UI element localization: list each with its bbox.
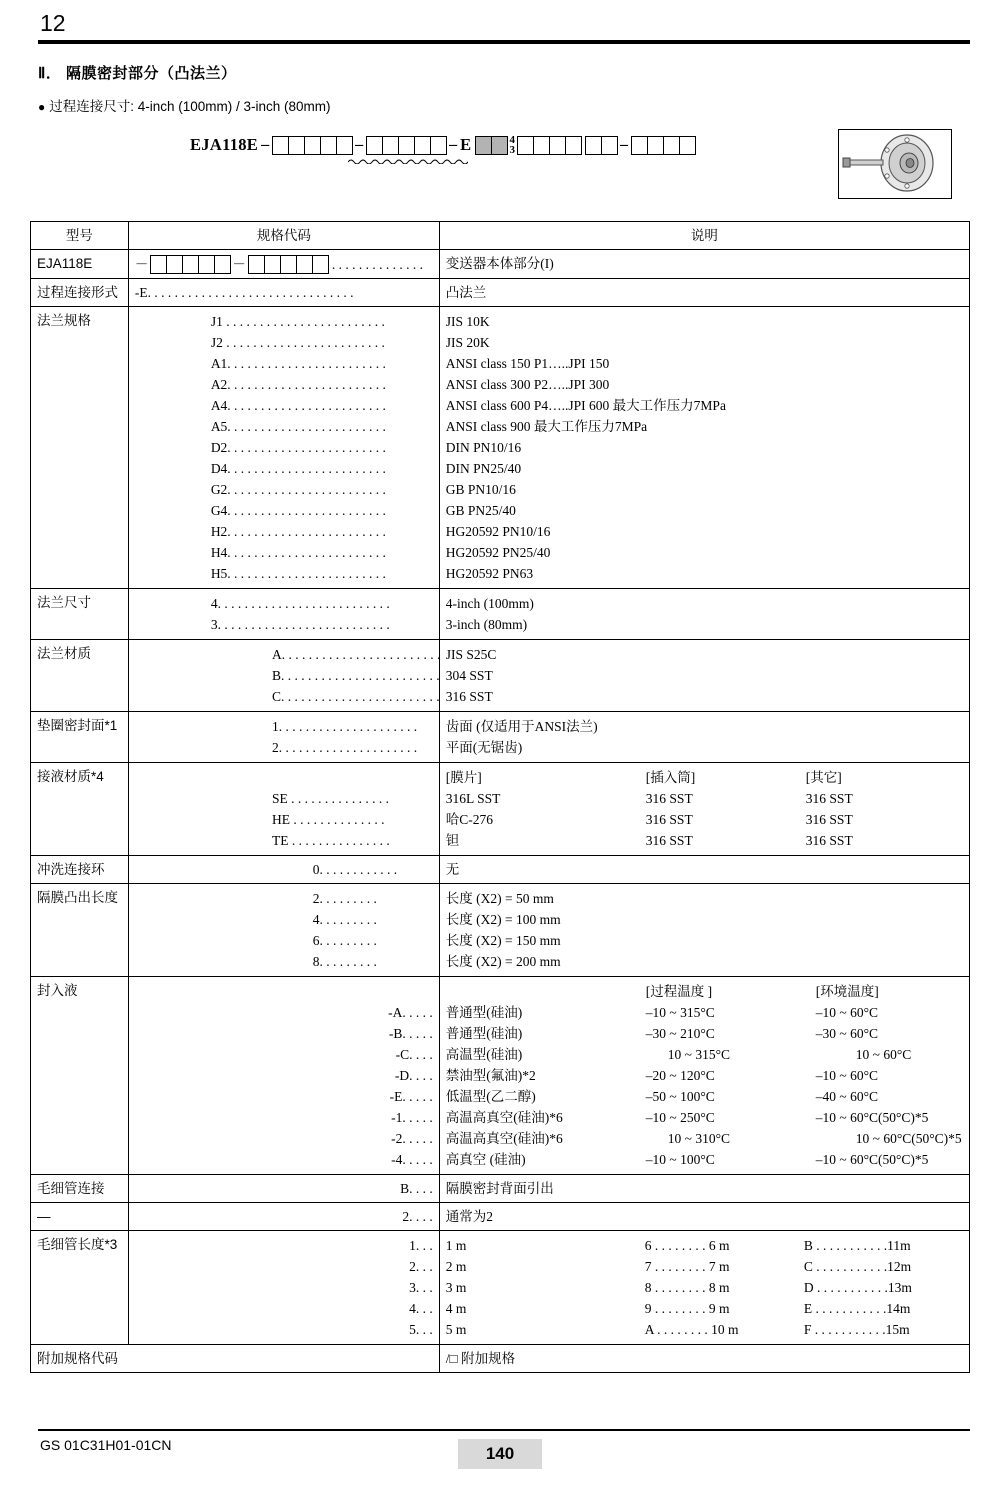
row-label-capillary-length: 毛细管长度*3 xyxy=(31,1231,129,1345)
desc-item: JIS 10K xyxy=(445,314,490,330)
spacer-cell xyxy=(128,589,204,640)
capillary-row xyxy=(446,1298,963,1319)
capillary-row xyxy=(446,1235,963,1256)
fill-fluid-row xyxy=(446,1128,963,1149)
fill-fluid-row xyxy=(446,1044,963,1065)
fill-fluid-process-temp: –10 ~ 250°C xyxy=(645,1110,715,1126)
row-desc-flushing-ring: 无 xyxy=(439,856,969,884)
code-box xyxy=(601,136,618,155)
desc-item: ANSI class 150 P1…..JPI 150 xyxy=(445,356,610,372)
row-label-optional-code: 附加规格代码 xyxy=(31,1345,440,1373)
header-code: 规格代码 xyxy=(128,222,439,250)
fill-fluid-row xyxy=(446,1002,963,1023)
code-item: 4. . . . . . . . . xyxy=(312,912,377,928)
code-box xyxy=(585,136,602,155)
wetted-te-other: 316 SST xyxy=(805,833,853,849)
wetted-se-insert: 316 SST xyxy=(645,791,693,807)
section-title: Ⅱ． 隔膜密封部分（凸法兰） xyxy=(38,65,237,82)
row-code-gasket-face xyxy=(266,712,439,763)
wetted-head-insert: [插入筒] xyxy=(645,770,696,786)
code-box xyxy=(280,255,297,274)
code-box xyxy=(248,255,265,274)
row-label-flange-material: 法兰材质 xyxy=(31,640,129,712)
model-code-name: EJA118E xyxy=(190,135,259,154)
code-item: A1. . . . . . . . . . . . . . . . . . . . . . . . xyxy=(210,356,386,372)
code-group-5 xyxy=(585,136,617,155)
code-item: -B. . . . . xyxy=(388,1026,433,1042)
code-item: A5. . . . . . . . . . . . . . . . . . . . . . . . xyxy=(210,419,386,435)
spacer-cell xyxy=(266,1203,307,1231)
fill-fluid-row xyxy=(446,1107,963,1128)
desc-item: 长度 (X2) = 50 mm xyxy=(445,891,554,907)
wetted-te-insert: 316 SST xyxy=(645,833,693,849)
spacer-cell xyxy=(128,1203,204,1231)
desc-item: ANSI class 300 P2…..JPI 300 xyxy=(445,377,610,393)
code-box xyxy=(304,136,321,155)
code-item: H5. . . . . . . . . . . . . . . . . . . . . . . . xyxy=(210,566,386,582)
footer-rule xyxy=(38,1429,970,1431)
spacer-cell xyxy=(205,640,266,712)
desc-item: 长度 (X2) = 150 mm xyxy=(445,933,561,949)
fill-fluid-process-temp: 10 ~ 315°C xyxy=(667,1047,731,1063)
code-item: 6. . . . . . . . . xyxy=(312,933,377,949)
desc-item: JIS S25C xyxy=(445,647,497,663)
wetted-se-other: 316 SST xyxy=(805,791,853,807)
code-item: A4. . . . . . . . . . . . . . . . . . . . . . . . xyxy=(210,398,386,414)
code-group-1 xyxy=(272,136,352,155)
code-item: -4. . . . . xyxy=(391,1152,433,1168)
capillary-len-col1: 5 m xyxy=(445,1322,467,1338)
code-box xyxy=(166,255,183,274)
code-box xyxy=(288,136,305,155)
fill-fluid-row xyxy=(446,1065,963,1086)
desc-item: 304 SST xyxy=(445,668,493,684)
capillary-len-col2: 6 . . . . . . . . 6 m xyxy=(644,1238,730,1254)
fill-fluid-head-ambient-temp: [环境温度] xyxy=(815,984,879,1000)
fill-fluid-process-temp: –20 ~ 120°C xyxy=(645,1068,715,1084)
fill-fluid-type: 普通型(硅油) xyxy=(445,1026,523,1042)
code-item: 4. . . . . . . . . . . . . . . . . . . . . . . . . . xyxy=(210,596,390,612)
spacer-cell xyxy=(128,712,204,763)
row-desc-extension-length xyxy=(439,884,969,977)
row-code-flange-material xyxy=(266,640,439,712)
row-code-wetted-material xyxy=(266,763,439,856)
row-label-model: EJA118E xyxy=(31,250,129,279)
spacer-cell xyxy=(128,856,204,884)
code-item: 8. . . . . . . . . xyxy=(312,954,377,970)
capillary-len-col3: D . . . . . . . . . . .13m xyxy=(803,1280,912,1296)
row-label-dash: — xyxy=(31,1203,129,1231)
row-label-process-connection: 过程连接形式 xyxy=(31,279,129,307)
dash-1: – xyxy=(261,136,270,153)
code-item: 2. . . xyxy=(409,1259,433,1275)
code-item: 5. . . xyxy=(409,1322,433,1338)
wetted-head-other: [其它] xyxy=(805,770,842,786)
fill-fluid-type: 高真空 (硅油) xyxy=(445,1152,526,1168)
table-row-capillary-connection xyxy=(31,1175,970,1203)
row-code-capillary-connection: B. . . . xyxy=(307,1175,440,1203)
capillary-len-col2: A . . . . . . . . 10 m xyxy=(644,1322,739,1338)
table-row-flushing-ring xyxy=(31,856,970,884)
row-desc-gasket-face xyxy=(439,712,969,763)
fill-fluid-process-temp: 10 ~ 310°C xyxy=(667,1131,731,1147)
desc-item: ANSI class 600 P4…..JPI 600 最大工作压力7MPa xyxy=(445,398,726,414)
table-row-wetted-material xyxy=(31,763,970,856)
fill-fluid-header-row xyxy=(446,981,963,1002)
row-code-extension-length xyxy=(307,884,440,977)
code-box xyxy=(150,255,167,274)
row-code-flange-size xyxy=(205,589,439,640)
fill-fluid-blank xyxy=(446,981,646,1002)
header-desc: 说明 xyxy=(439,222,969,250)
code-item: J1 . . . . . . . . . . . . . . . . . . . . . . . . xyxy=(210,314,385,330)
code-box xyxy=(631,136,648,155)
fill-fluid-ambient-temp: –10 ~ 60°C(50°C)*5 xyxy=(815,1152,929,1168)
row-desc-process-connection: 凸法兰 xyxy=(439,279,969,307)
spacer-cell xyxy=(128,1175,204,1203)
code-item: 3. . . xyxy=(409,1280,433,1296)
code-group-6 xyxy=(631,136,695,155)
dash-4: – xyxy=(619,136,628,153)
spacer-cell xyxy=(128,977,204,1175)
spacer-cell xyxy=(205,1175,266,1203)
fill-fluid-type: 禁油型(氟油)*2 xyxy=(445,1068,536,1084)
spacer-cell xyxy=(205,1203,266,1231)
desc-item: 3-inch (80mm) xyxy=(445,617,528,633)
code-box xyxy=(382,136,399,155)
fill-fluid-ambient-temp: 10 ~ 60°C(50°C)*5 xyxy=(855,1131,962,1147)
wetted-te-diaphragm: 钽 xyxy=(445,833,460,849)
capillary-row xyxy=(446,1277,963,1298)
table-row-flange-material xyxy=(31,640,970,712)
capillary-len-col1: 3 m xyxy=(445,1280,467,1296)
capillary-len-col2: 9 . . . . . . . . 9 m xyxy=(644,1301,730,1317)
code-item: -1. . . . . xyxy=(391,1110,433,1126)
code-item: -A. . . . . xyxy=(388,1005,433,1021)
code-item: -E. . . . . xyxy=(389,1089,433,1105)
desc-item: DIN PN10/16 xyxy=(445,440,522,456)
process-connection-size-line xyxy=(38,95,970,115)
table-header-row xyxy=(31,222,970,250)
flange-size-stack xyxy=(507,135,517,155)
footer-page-number: 140 xyxy=(458,1439,542,1469)
row-desc-flange-material xyxy=(439,640,969,712)
table-row-flange-size xyxy=(31,589,970,640)
desc-item: HG20592 PN63 xyxy=(445,566,534,582)
model-code-inline: － － . . . . . . . . . . . . . . xyxy=(134,257,423,273)
code-item: -2. . . . . xyxy=(391,1131,433,1147)
fill-fluid-ambient-temp: –10 ~ 60°C(50°C)*5 xyxy=(815,1110,929,1126)
capillary-len-col2: 8 . . . . . . . . 8 m xyxy=(644,1280,730,1296)
code-item: TE . . . . . . . . . . . . . . . xyxy=(271,833,390,849)
code-item: A. . . . . . . . . . . . . . . . . . . . . . . . xyxy=(271,647,441,663)
spacer-cell xyxy=(128,884,204,977)
row-label-flange-size: 法兰尺寸 xyxy=(31,589,129,640)
fill-fluid-ambient-temp: –30 ~ 60°C xyxy=(815,1026,879,1042)
code-box xyxy=(414,136,431,155)
row-label-flushing-ring: 冲洗连接环 xyxy=(31,856,129,884)
row-label-capillary-connection: 毛细管连接 xyxy=(31,1175,129,1203)
fill-fluid-type: 低温型(乙二醇) xyxy=(445,1089,536,1105)
spacer-cell xyxy=(128,640,204,712)
row-desc-fill-fluid xyxy=(439,977,969,1175)
row-label-extension-length: 隔膜凸出长度 xyxy=(31,884,129,977)
code-item: G2. . . . . . . . . . . . . . . . . . . . . . . . xyxy=(210,482,386,498)
capillary-len-col3: E . . . . . . . . . . .14m xyxy=(803,1301,911,1317)
code-item: B. . . . . . . . . . . . . . . . . . . . . . . . xyxy=(271,668,440,684)
fill-fluid-process-temp: –10 ~ 100°C xyxy=(645,1152,715,1168)
code-item: D4. . . . . . . . . . . . . . . . . . . . . . . . xyxy=(210,461,386,477)
fill-fluid-ambient-temp: –40 ~ 60°C xyxy=(815,1089,879,1105)
code-item: -D. . . . xyxy=(394,1068,433,1084)
row-desc-wetted-material xyxy=(439,763,969,856)
code-box xyxy=(663,136,680,155)
code-box-grey xyxy=(491,136,508,155)
model-code-diagram xyxy=(30,125,970,203)
desc-item: GB PN10/16 xyxy=(445,482,516,498)
table-row-optional-code xyxy=(31,1345,970,1373)
document-page xyxy=(0,8,1000,1493)
code-e-label: E xyxy=(460,135,472,154)
fill-fluid-type: 高温高真空(硅油)*6 xyxy=(445,1131,563,1147)
row-desc-flange-size xyxy=(439,589,969,640)
fill-fluid-ambient-temp: –10 ~ 60°C xyxy=(815,1005,879,1021)
wetted-he-other: 316 SST xyxy=(805,812,853,828)
code-box xyxy=(264,255,281,274)
capillary-row xyxy=(446,1256,963,1277)
capillary-row xyxy=(446,1319,963,1340)
capillary-len-col1: 4 m xyxy=(445,1301,467,1317)
spacer-cell xyxy=(205,1231,266,1345)
spacer-cell xyxy=(266,1231,307,1345)
wetted-header-row xyxy=(446,767,963,788)
code-item: SE . . . . . . . . . . . . . . . xyxy=(271,791,389,807)
code-box xyxy=(565,136,582,155)
code-item: H2. . . . . . . . . . . . . . . . . . . . . . . . xyxy=(210,524,386,540)
spacer-cell xyxy=(128,307,204,589)
code-box xyxy=(296,255,313,274)
capillary-len-col3: B . . . . . . . . . . .11m xyxy=(803,1238,911,1254)
code-item: D2. . . . . . . . . . . . . . . . . . . . . . . . xyxy=(210,440,386,456)
row-desc-capillary-length xyxy=(439,1231,969,1345)
code-box xyxy=(398,136,415,155)
code-item: C. . . . . . . . . . . . . . . . . . . . . . . . xyxy=(271,689,440,705)
spacer-cell xyxy=(266,884,307,977)
code-box xyxy=(533,136,550,155)
spacer-cell xyxy=(266,1175,307,1203)
wetted-he-insert: 316 SST xyxy=(645,812,693,828)
header-page-number: 12 xyxy=(40,10,66,36)
code-box xyxy=(647,136,664,155)
code-box xyxy=(198,255,215,274)
code-box xyxy=(366,136,383,155)
code-box xyxy=(182,255,199,274)
desc-item: 316 SST xyxy=(445,689,493,705)
code-item: 2. . . . . . . . . xyxy=(312,891,377,907)
fill-fluid-ambient-temp: 10 ~ 60°C xyxy=(855,1047,912,1063)
header-model: 型号 xyxy=(31,222,129,250)
spacer-cell xyxy=(205,977,266,1175)
flange-size-4: 4 xyxy=(509,134,515,146)
table-row-capillary-length xyxy=(31,1231,970,1345)
row-code-flushing-ring: 0. . . . . . . . . . . . xyxy=(307,856,440,884)
desc-item: 长度 (X2) = 100 mm xyxy=(445,912,561,928)
code-item: A2. . . . . . . . . . . . . . . . . . . . . . . . xyxy=(210,377,386,393)
row-label-fill-fluid: 封入液 xyxy=(31,977,129,1175)
spacer-cell xyxy=(266,856,307,884)
gasket-face-text: 垫圈密封面*1 xyxy=(37,718,118,734)
wetted-row-he xyxy=(446,809,963,830)
fill-fluid-type: 高温高真空(硅油)*6 xyxy=(445,1110,563,1126)
dash-2: – xyxy=(355,136,364,153)
table-row-process-connection xyxy=(31,279,970,307)
code-box xyxy=(320,136,337,155)
code-box xyxy=(336,136,353,155)
code-box xyxy=(549,136,566,155)
row-desc-optional-code: /□ 附加规格 xyxy=(439,1345,969,1373)
code-item: 4. . . xyxy=(409,1301,433,1317)
row-code-fill-fluid xyxy=(307,977,440,1175)
fill-fluid-row xyxy=(446,1086,963,1107)
row-desc-flange-rating xyxy=(439,307,969,589)
wetted-he-diaphragm: 哈C-276 xyxy=(445,812,494,828)
row-code-flange-rating xyxy=(205,307,439,589)
page-header xyxy=(30,8,970,48)
spacer-cell xyxy=(128,1231,204,1345)
code-group-3 xyxy=(475,136,507,155)
spacer-cell xyxy=(266,977,307,1175)
code-group-4 xyxy=(517,136,581,155)
desc-item: 长度 (X2) = 200 mm xyxy=(445,954,561,970)
wetted-head-diaphragm: [膜片] xyxy=(445,770,482,786)
specification-table xyxy=(30,221,970,1373)
header-rule xyxy=(38,40,970,44)
table-row-dash xyxy=(31,1203,970,1231)
code-item: 1. . . . . . . . . . . . . . . . . . . . . xyxy=(271,719,418,735)
wetted-row-se xyxy=(446,788,963,809)
document-code: GS 01C31H01-01CN xyxy=(40,1437,172,1453)
diaphragm-seal-photo xyxy=(838,129,952,199)
bullet-icon: ● xyxy=(38,100,46,114)
code-box xyxy=(214,255,231,274)
table-row-model xyxy=(31,250,970,279)
fill-fluid-type: 普通型(硅油) xyxy=(445,1005,523,1021)
code-item: G4. . . . . . . . . . . . . . . . . . . . . . . . xyxy=(210,503,386,519)
row-label-wetted-material: 接液材质*4 xyxy=(31,763,129,856)
fill-fluid-row xyxy=(446,1149,963,1170)
desc-item: DIN PN25/40 xyxy=(445,461,522,477)
desc-item: 齿面 (仅适用于ANSI法兰) xyxy=(445,719,598,735)
spacer-cell xyxy=(205,856,266,884)
row-label-flange-rating: 法兰规格 xyxy=(31,307,129,589)
fill-fluid-row xyxy=(446,1023,963,1044)
desc-item: 4-inch (100mm) xyxy=(445,596,534,612)
code-box xyxy=(272,136,289,155)
code-box xyxy=(312,255,329,274)
row-code-process-connection: -E. . . . . . . . . . . . . . . . . . . . . . . . . . . . . . . xyxy=(128,279,439,307)
row-code-model xyxy=(128,250,439,279)
process-connection-size-text: 过程连接尺寸: 4-inch (100mm) / 3-inch (80mm) xyxy=(49,99,331,114)
capillary-len-col1: 1 m xyxy=(445,1238,467,1254)
table-row-flange-rating xyxy=(31,307,970,589)
spacer-cell xyxy=(205,712,266,763)
code-item: 2. . . . . . . . . . . . . . . . . . . . . xyxy=(271,740,418,756)
code-box xyxy=(517,136,534,155)
fill-fluid-type: 高温型(硅油) xyxy=(445,1047,523,1063)
code-item: J2 . . . . . . . . . . . . . . . . . . . . . . . . xyxy=(210,335,385,351)
wetted-se-diaphragm: 316L SST xyxy=(445,791,501,807)
table-row-extension-length xyxy=(31,884,970,977)
code-box xyxy=(430,136,447,155)
fill-fluid-process-temp: –50 ~ 100°C xyxy=(645,1089,715,1105)
spacer-cell xyxy=(205,884,266,977)
row-desc-capillary-connection: 隔膜密封背面引出 xyxy=(439,1175,969,1203)
fill-fluid-process-temp: –30 ~ 210°C xyxy=(645,1026,715,1042)
fill-fluid-head-process-temp: [过程温度 ] xyxy=(645,984,713,1000)
capillary-len-col3: F . . . . . . . . . . .15m xyxy=(803,1322,910,1338)
table-row-gasket-face xyxy=(31,712,970,763)
wavy-underline xyxy=(348,158,468,164)
code-item: 1. . . xyxy=(409,1238,433,1254)
desc-item: HG20592 PN25/40 xyxy=(445,545,551,561)
wetted-row-te xyxy=(446,830,963,851)
table-row-fill-fluid xyxy=(31,977,970,1175)
spacer-cell xyxy=(128,763,204,856)
code-item: HE . . . . . . . . . . . . . . xyxy=(271,812,385,828)
capillary-len-col1: 2 m xyxy=(445,1259,467,1275)
desc-item: 平面(无锯齿) xyxy=(445,740,523,756)
row-label-gasket-face xyxy=(31,712,129,763)
code-item: 3. . . . . . . . . . . . . . . . . . . . . . . . . . xyxy=(210,617,390,633)
desc-item: ANSI class 900 最大工作压力7MPa xyxy=(445,419,648,435)
capillary-len-col3: C . . . . . . . . . . .12m xyxy=(803,1259,912,1275)
code-group-2 xyxy=(366,136,446,155)
fill-fluid-ambient-temp: –10 ~ 60°C xyxy=(815,1068,879,1084)
code-item: H4. . . . . . . . . . . . . . . . . . . . . . . . xyxy=(210,545,386,561)
spacer-cell xyxy=(205,763,266,856)
row-desc-dash: 通常为2 xyxy=(439,1203,969,1231)
desc-item: HG20592 PN10/16 xyxy=(445,524,551,540)
desc-item: GB PN25/40 xyxy=(445,503,516,519)
code-item: -C. . . . xyxy=(395,1047,433,1063)
page-footer xyxy=(0,1429,1000,1475)
desc-item: JIS 20K xyxy=(445,335,490,351)
capillary-len-col2: 7 . . . . . . . . 7 m xyxy=(644,1259,730,1275)
code-box-grey xyxy=(475,136,492,155)
flange-size-3: 3 xyxy=(509,144,515,156)
row-code-dash: 2. . . . xyxy=(307,1203,440,1231)
code-box xyxy=(679,136,696,155)
row-desc-model: 变送器本体部分(I) xyxy=(439,250,969,279)
fill-fluid-process-temp: –10 ~ 315°C xyxy=(645,1005,715,1021)
row-code-capillary-length xyxy=(307,1231,440,1345)
dash-3: – xyxy=(449,136,458,153)
